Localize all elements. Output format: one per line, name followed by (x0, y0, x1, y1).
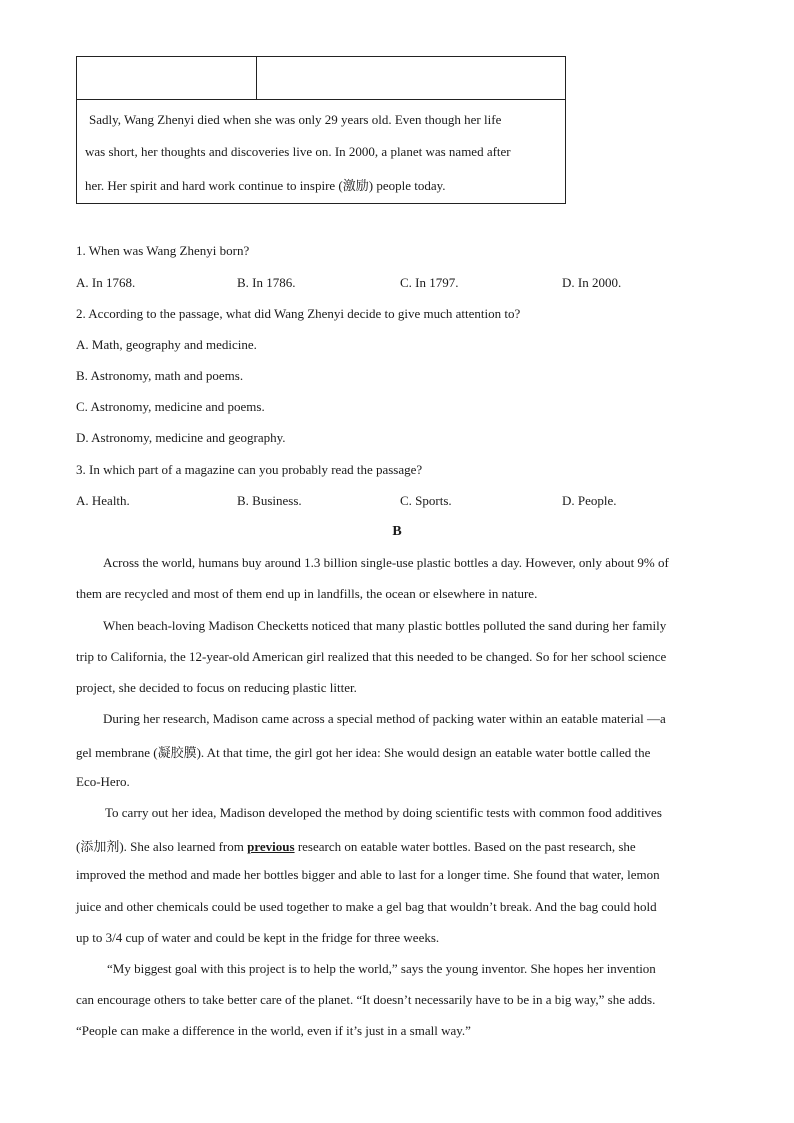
q1-option-b: B. In 1786. (237, 275, 296, 290)
table-cell-left (77, 57, 257, 99)
question-1: 1. When was Wang Zhenyi born? (76, 243, 250, 258)
paragraph-4-line: improved the method and made her bottles bigger and able to last for a longer time. She found that water, lemon (76, 867, 660, 882)
q3-option-a: A. Health. (76, 493, 130, 508)
paragraph-2-line: project, she decided to focus on reducing plastic litter. (76, 680, 357, 695)
table-cell-right (257, 57, 565, 99)
q2-option-c: C. Astronomy, medicine and poems. (76, 399, 265, 414)
paragraph-4-text: (添加剂). She also learned from (76, 839, 248, 854)
highlighted-word: previous (247, 839, 295, 854)
paragraph-4-line (76, 836, 636, 855)
table-body-cell (77, 100, 565, 203)
paragraph-2-line: trip to California, the 12-year-old American girl realized that this needed to be changed. So for her school science (76, 649, 667, 664)
paragraph-4-text: research on eatable water bottles. Based on the past research, she (294, 839, 636, 854)
q1-option-d: D. In 2000. (562, 275, 622, 290)
question-3: 3. In which part of a magazine can you probably read the passage? (76, 462, 423, 477)
paragraph-4-line: To carry out her idea, Madison developed the method by doing scientific tests with common food additives (105, 805, 662, 820)
paragraph-4-line: up to 3/4 cup of water and could be kept in the fridge for three weeks. (76, 930, 440, 945)
paragraph-1-line: Across the world, humans buy around 1.3 billion single-use plastic bottles a day. However, only about 9% of (103, 555, 669, 570)
paragraph-4-line: juice and other chemicals could be used together to make a gel bag that wouldn’t break. And the bag could hold (76, 899, 657, 914)
paragraph-3-line: Eco-Hero. (76, 774, 130, 789)
question-2: 2. According to the passage, what did Wang Zhenyi decide to give much attention to? (76, 306, 521, 321)
table-header-row (77, 57, 565, 100)
paragraph-1-line: them are recycled and most of them end up in landfills, the ocean or elsewhere in nature. (76, 586, 538, 601)
q1-option-a: A. In 1768. (76, 275, 136, 290)
section-heading: B (392, 524, 402, 539)
table-text-line: Sadly, Wang Zhenyi died when she was only 29 years old. Even though her life (89, 112, 502, 127)
q3-option-d: D. People. (562, 493, 617, 508)
paragraph-5-line: can encourage others to take better care of the planet. “It doesn’t necessarily have to be in a big way,” she adds. (76, 992, 656, 1007)
paragraph-5-line: “People can make a difference in the world, even if it’s just in a small way.” (76, 1023, 471, 1038)
paragraph-3-line: gel membrane (凝胶膜). At that time, the girl got her idea: She would design an eatable water bottle called the (76, 745, 651, 760)
paragraph-5-line: “My biggest goal with this project is to help the world,” says the young inventor. She hopes her invention (107, 961, 656, 976)
table-text-line: was short, her thoughts and discoveries live on. In 2000, a planet was named after (85, 144, 511, 159)
paragraph-2-line: When beach-loving Madison Checketts noticed that many plastic bottles polluted the sand during her family (103, 618, 667, 633)
q3-option-b: B. Business. (237, 493, 302, 508)
q3-option-c: C. Sports. (400, 493, 452, 508)
paragraph-3-line: During her research, Madison came across a special method of packing water within an eatable material —a (103, 711, 666, 726)
q1-option-c: C. In 1797. (400, 275, 459, 290)
q2-option-d: D. Astronomy, medicine and geography. (76, 430, 286, 445)
table-text-line: her. Her spirit and hard work continue to inspire (激励) people today. (85, 178, 446, 193)
info-table (76, 56, 566, 204)
q2-option-a: A. Math, geography and medicine. (76, 337, 257, 352)
q2-option-b: B. Astronomy, math and poems. (76, 368, 244, 383)
